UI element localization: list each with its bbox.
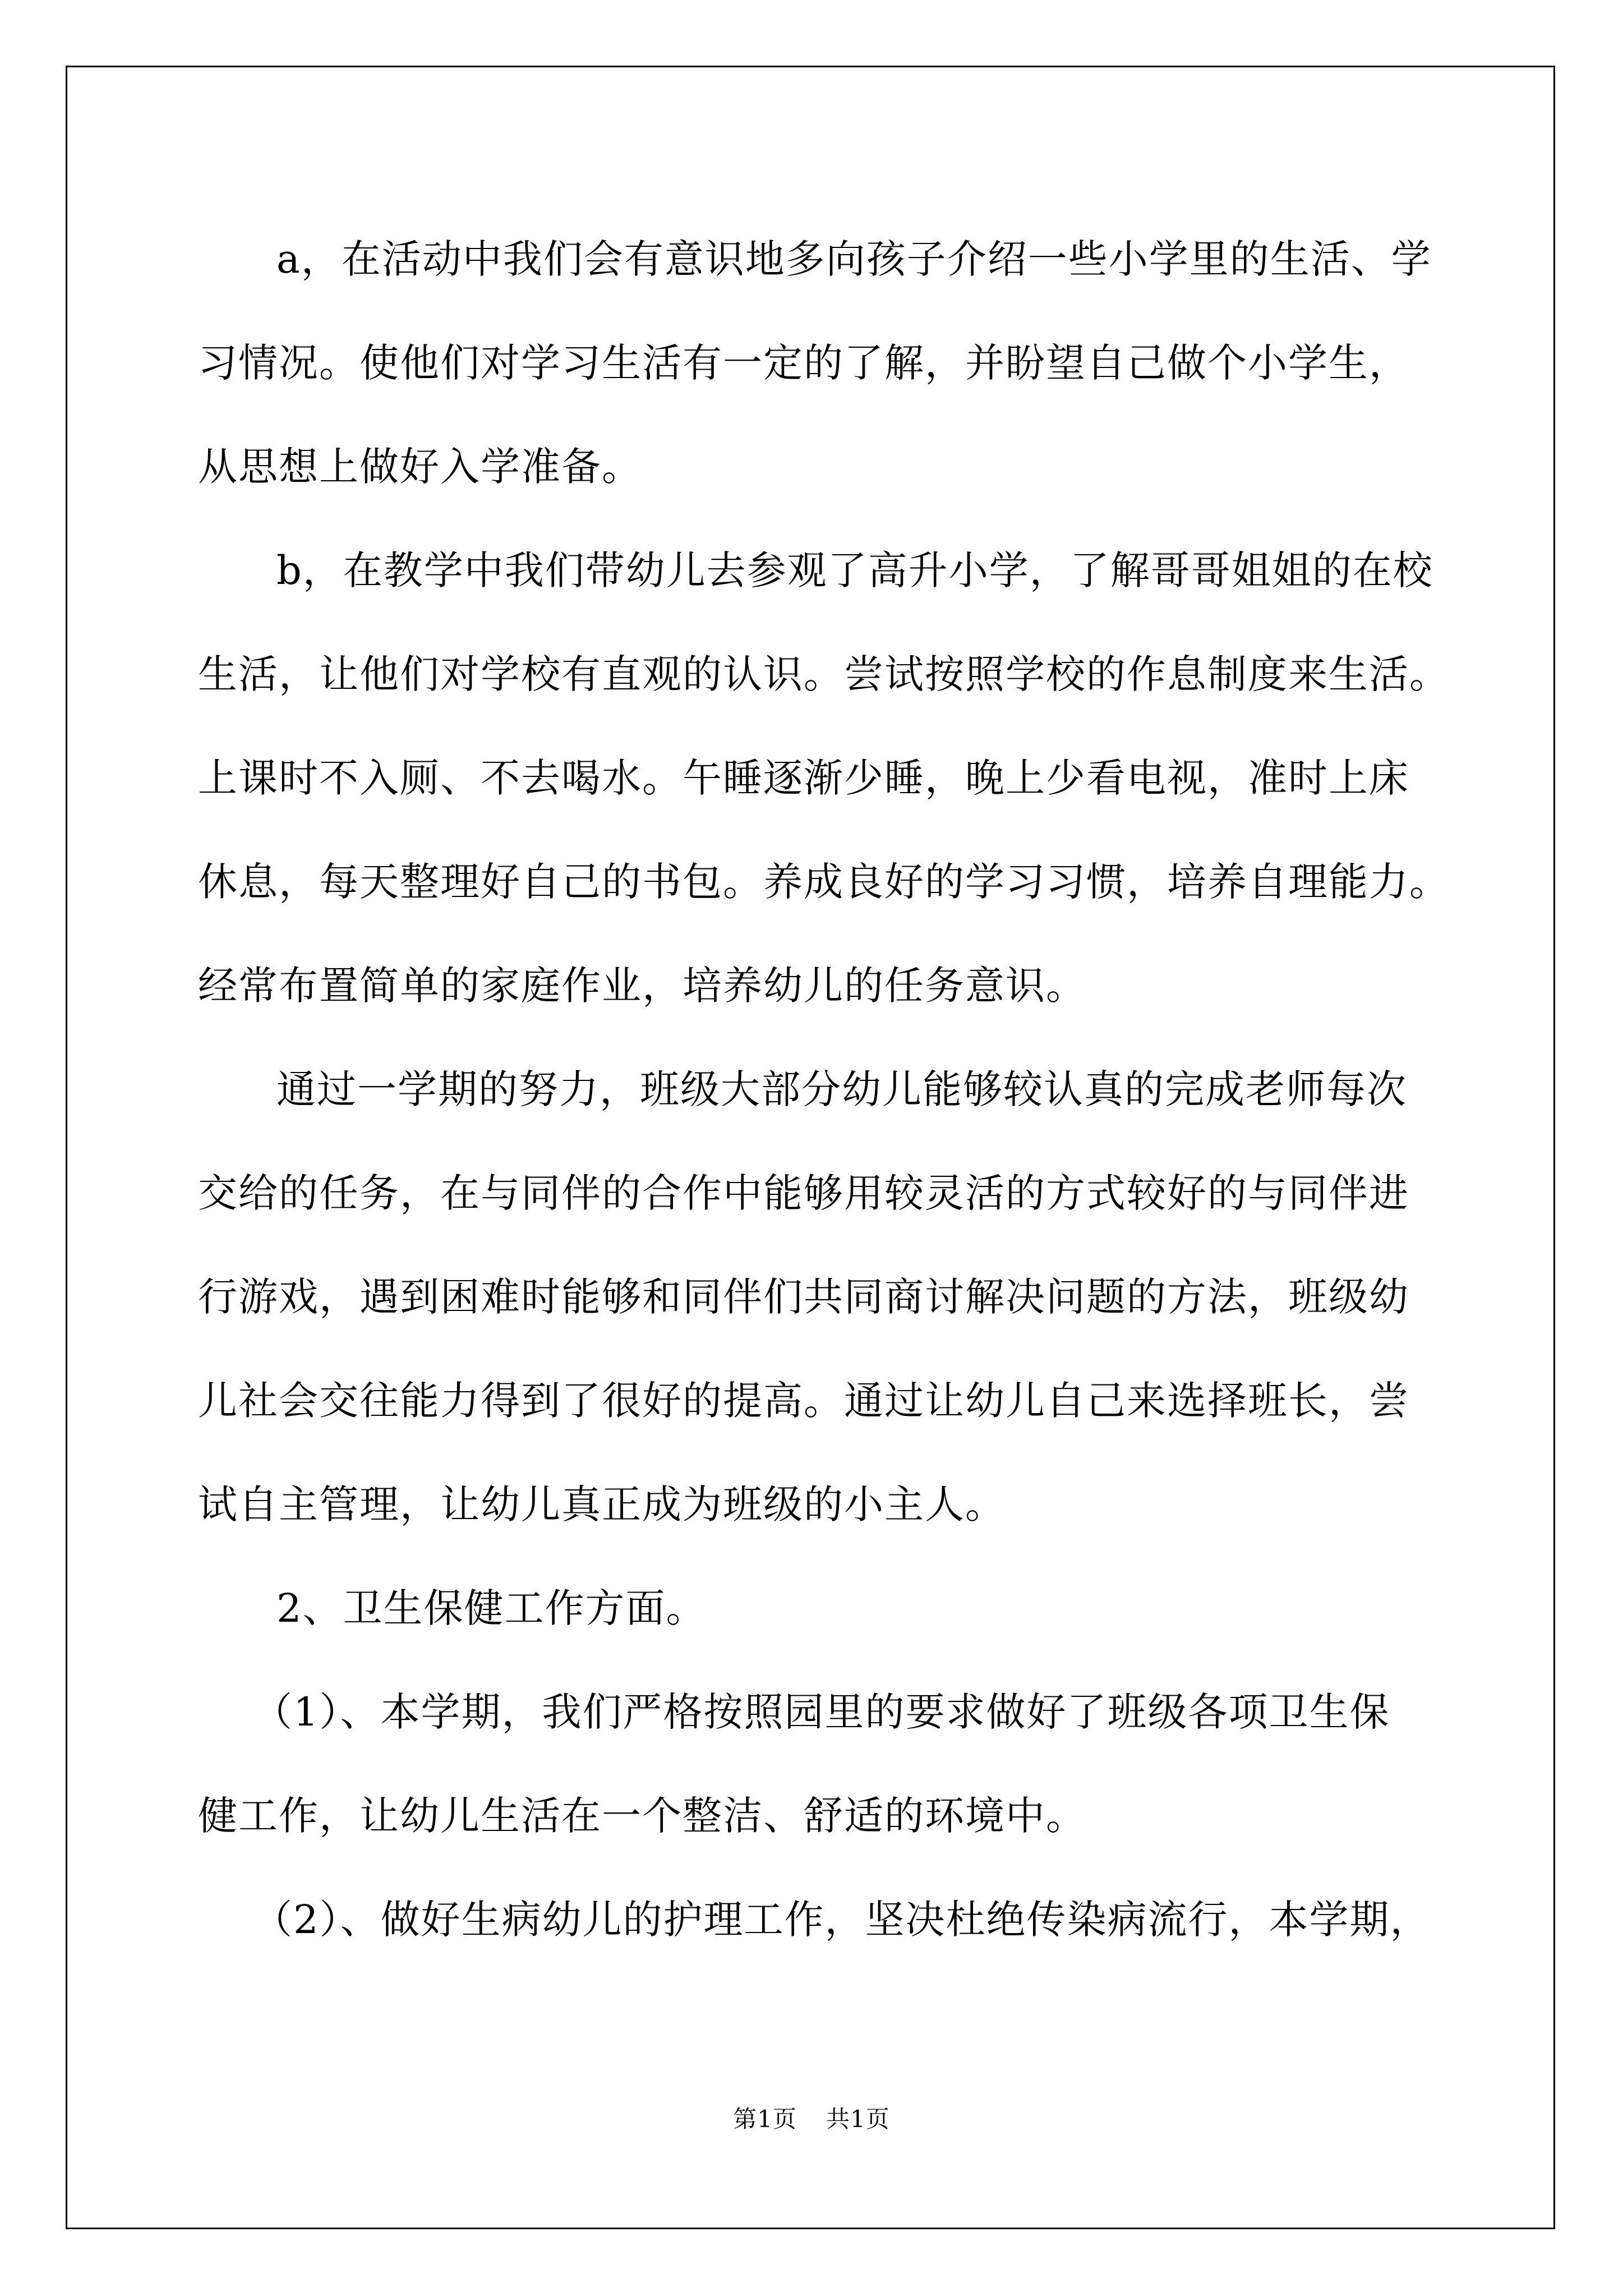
text-line: 行游戏，遇到困难时能够和同伴们共同商讨解决问题的方法，班级幼 bbox=[198, 1274, 1409, 1320]
section-heading-health bbox=[198, 1557, 1432, 1660]
paragraph-item-2 bbox=[198, 1868, 1432, 1972]
text-line: 儿社会交往能力得到了很好的提高。通过让幼儿自己来选择班长，尝 bbox=[198, 1378, 1409, 1424]
page-number: 第1页 bbox=[733, 2105, 797, 2133]
text-line: 交给的任务，在与同伴的合作中能够用较灵活的方式较好的与同伴进 bbox=[198, 1170, 1409, 1216]
paragraph-b bbox=[198, 519, 1450, 1038]
text-line: 上课时不入厕、不去喝水。午睡逐渐少睡，晚上少看电视，准时上床 bbox=[198, 755, 1409, 801]
text-line: 生活，让他们对学校有直观的认识。尝试按照学校的作息制度来生活。 bbox=[198, 651, 1450, 697]
text-line: b，在教学中我们带幼儿去参观了高升小学，了解哥哥姐姐的在校 bbox=[276, 547, 1433, 593]
page-total: 共1页 bbox=[826, 2105, 890, 2133]
text-line: a，在活动中我们会有意识地多向孩子介绍一些小学里的生活、学 bbox=[276, 236, 1432, 282]
text-line: 2、卫生保健工作方面。 bbox=[276, 1585, 707, 1631]
text-line: 经常布置简单的家庭作业，培养幼儿的任务意识。 bbox=[198, 963, 1086, 1009]
paragraph-a bbox=[198, 208, 1432, 519]
page-footer bbox=[0, 2102, 1623, 2136]
text-line: 习情况。使他们对学习生活有一定的了解，并盼望自己做个小学生， bbox=[198, 340, 1409, 386]
text-line: 试自主管理，让幼儿真正成为班级的小主人。 bbox=[198, 1481, 1006, 1527]
text-line: （2）、做好生病幼儿的护理工作，坚决杜绝传染病流行，本学期， bbox=[253, 1897, 1431, 1943]
text-line: （1）、本学期，我们严格按照园里的要求做好了班级各项卫生保 bbox=[253, 1689, 1390, 1735]
text-line: 从思想上做好入学准备。 bbox=[198, 444, 642, 490]
document-body bbox=[198, 208, 1450, 1972]
text-line: 通过一学期的努力，班级大部分幼儿能够较认真的完成老师每次 bbox=[276, 1066, 1407, 1112]
text-line: 健工作，让幼儿生活在一个整洁、舒适的环境中。 bbox=[198, 1793, 1086, 1839]
paragraph-item-1 bbox=[198, 1660, 1432, 1868]
paragraph-summary bbox=[198, 1038, 1432, 1557]
text-line: 休息，每天整理好自己的书包。养成良好的学习习惯，培养自理能力。 bbox=[198, 859, 1450, 905]
